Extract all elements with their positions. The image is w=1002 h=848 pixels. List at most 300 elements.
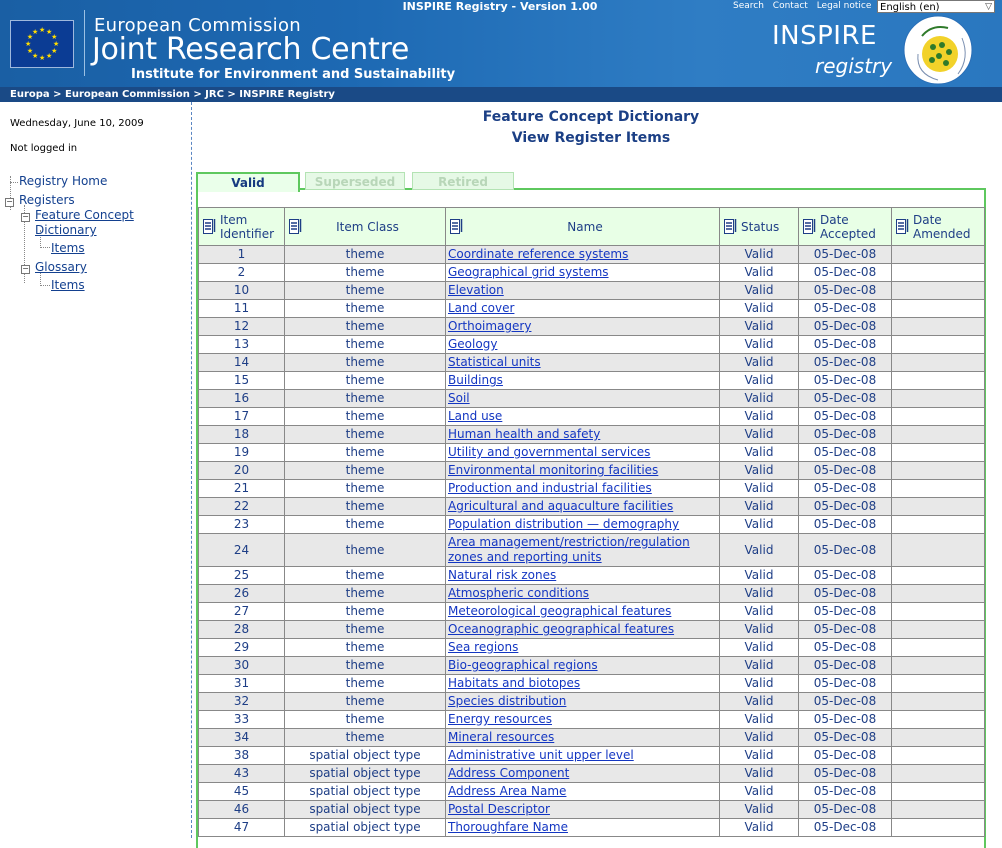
sort-icon[interactable]: [724, 218, 737, 235]
cell-item-class: theme: [285, 516, 446, 534]
column-header-label: Accepted: [820, 226, 876, 241]
table-row: [199, 480, 985, 498]
column-header-name[interactable]: [446, 208, 720, 246]
item-name-link[interactable]: Agricultural and aquaculture facilities: [448, 499, 674, 513]
cell-status: Valid: [720, 390, 799, 408]
sidebar-item-label: Glossary: [35, 260, 87, 274]
cell-name: [446, 498, 720, 516]
cell-name: [446, 639, 720, 657]
eu-star-icon: ★: [39, 26, 46, 34]
cell-item-class: spatial object type: [285, 747, 446, 765]
cell-date-accepted: 05-Dec-08: [799, 426, 892, 444]
cell-status: Valid: [720, 246, 799, 264]
table-row: [199, 585, 985, 603]
tab-superseded[interactable]: Superseded: [305, 172, 405, 190]
column-header-label: Status: [741, 219, 780, 234]
cell-name: [446, 426, 720, 444]
item-name-link[interactable]: Population distribution — demography: [448, 517, 680, 531]
cell-item-class: spatial object type: [285, 765, 446, 783]
sidebar-item-label: Registry Home: [19, 174, 108, 188]
eu-star-icon: ★: [25, 40, 32, 48]
item-name-link[interactable]: Administrative unit upper level: [448, 748, 634, 762]
dropdown-arrow-icon: ▽: [985, 2, 992, 12]
item-name-link[interactable]: Bio-geographical regions: [448, 658, 598, 672]
eu-star-icon: ★: [53, 40, 60, 48]
cell-status: Valid: [720, 693, 799, 711]
table-body: [199, 246, 985, 837]
table-row: [199, 639, 985, 657]
table-row: [199, 426, 985, 444]
eu-star-icon: ★: [51, 47, 58, 55]
cell-item-identifier: 14: [199, 354, 285, 372]
cell-name: [446, 675, 720, 693]
eu-star-icon: ★: [26, 47, 34, 55]
sidebar-item-label: Dictionary: [35, 223, 97, 237]
cell-date-accepted: 05-Dec-08: [799, 711, 892, 729]
cell-name: [446, 747, 720, 765]
item-name-link[interactable]: Meteorological geographical features: [448, 604, 672, 618]
cell-name: [446, 480, 720, 498]
tree-connector: [40, 285, 50, 286]
cell-name: [446, 621, 720, 639]
site-header: [0, 0, 1002, 87]
table-row: [199, 354, 985, 372]
sort-icon[interactable]: [203, 218, 216, 235]
top-links: [733, 1, 877, 11]
cell-date-amended: [892, 480, 985, 498]
cell-item-class: theme: [285, 372, 446, 390]
cell-item-class: theme: [285, 282, 446, 300]
sidebar-item-label: Registers: [19, 193, 75, 207]
cell-item-class: theme: [285, 603, 446, 621]
cell-date-amended: [892, 603, 985, 621]
cell-date-accepted: 05-Dec-08: [799, 462, 892, 480]
cell-date-amended: [892, 318, 985, 336]
item-name-link[interactable]: Habitats and biotopes: [448, 676, 581, 690]
cell-item-class: theme: [285, 498, 446, 516]
cell-item-class: theme: [285, 300, 446, 318]
cell-item-identifier: 22: [199, 498, 285, 516]
eu-star-icon: ★: [46, 52, 53, 61]
sort-icon[interactable]: [289, 218, 302, 235]
language-select[interactable]: [877, 0, 995, 13]
item-name-link[interactable]: Postal Descriptor: [448, 802, 550, 816]
cell-status: Valid: [720, 498, 799, 516]
cell-name: [446, 783, 720, 801]
inspire-wordmark: INSPIRE: [772, 21, 877, 51]
tree-connector: [40, 272, 41, 286]
table-row: [199, 408, 985, 426]
sidebar-item-fcd-items[interactable]: [51, 241, 85, 255]
cell-item-identifier: 38: [199, 747, 285, 765]
cell-name: [446, 819, 720, 837]
table-row: [199, 819, 985, 837]
page-title: Feature Concept Dictionary: [482, 109, 700, 125]
column-header-label: Date: [913, 212, 942, 227]
org-name-commission: European Commission: [94, 15, 301, 36]
column-header-status[interactable]: [720, 208, 799, 246]
item-name-link[interactable]: Utility and governmental services: [448, 445, 651, 459]
cell-item-class: theme: [285, 567, 446, 585]
cell-date-amended: [892, 408, 985, 426]
cell-status: Valid: [720, 480, 799, 498]
sidebar-item-glossary[interactable]: [35, 260, 87, 274]
cell-name: [446, 657, 720, 675]
cell-name: [446, 354, 720, 372]
sidebar-item-label: Items: [51, 278, 85, 292]
cell-item-class: theme: [285, 318, 446, 336]
item-name-link[interactable]: Geology: [448, 337, 498, 351]
cell-date-accepted: 05-Dec-08: [799, 246, 892, 264]
eu-star-icon: ★: [32, 52, 39, 61]
cell-item-identifier: 46: [199, 801, 285, 819]
item-name-link[interactable]: Area management/restriction/regulation zones and reporting units: [448, 535, 690, 564]
breadcrumb[interactable]: Europa > European Commission > JRC > INSPIRE Registry: [0, 87, 1002, 102]
cell-date-accepted: 05-Dec-08: [799, 264, 892, 282]
item-name-link[interactable]: Orthoimagery: [448, 319, 532, 333]
cell-name: [446, 336, 720, 354]
cell-status: Valid: [720, 711, 799, 729]
cell-item-class: theme: [285, 444, 446, 462]
column-header-date-amended[interactable]: [892, 208, 985, 246]
cell-item-class: theme: [285, 639, 446, 657]
cell-item-identifier: 24: [199, 534, 285, 567]
cell-date-accepted: 05-Dec-08: [799, 444, 892, 462]
collapse-toggle-icon[interactable]: −: [22, 264, 29, 273]
column-header-label: Date: [820, 212, 849, 227]
cell-item-identifier: 2: [199, 264, 285, 282]
cell-item-class: spatial object type: [285, 819, 446, 837]
item-name-link[interactable]: Human health and safety: [448, 427, 601, 441]
cell-name: [446, 534, 720, 567]
cell-name: [446, 282, 720, 300]
item-name-link[interactable]: Land cover: [448, 301, 515, 315]
cell-date-amended: [892, 264, 985, 282]
cell-status: Valid: [720, 765, 799, 783]
sidebar-item-glossary-items[interactable]: [51, 278, 85, 292]
sidebar-item-label: Items: [51, 241, 85, 255]
sidebar-item-feature-concept-dictionary-cont[interactable]: [35, 223, 97, 237]
table-row: [199, 801, 985, 819]
cell-status: Valid: [720, 336, 799, 354]
table-row: [199, 621, 985, 639]
cell-date-amended: [892, 819, 985, 837]
tree-connector: [10, 182, 18, 183]
cell-item-class: theme: [285, 621, 446, 639]
column-header-label: Name: [567, 219, 603, 234]
cell-item-identifier: 43: [199, 765, 285, 783]
eu-star-icon: ★: [32, 27, 39, 36]
current-date: Wednesday, June 10, 2009: [10, 118, 144, 129]
cell-name: [446, 300, 720, 318]
cell-status: Valid: [720, 300, 799, 318]
column-header-date-accepted[interactable]: [799, 208, 892, 246]
cell-date-accepted: 05-Dec-08: [799, 639, 892, 657]
cell-date-amended: [892, 336, 985, 354]
item-name-link[interactable]: Natural risk zones: [448, 568, 557, 582]
cell-date-amended: [892, 657, 985, 675]
table-row: [199, 336, 985, 354]
cell-date-accepted: 05-Dec-08: [799, 657, 892, 675]
sidebar-item-label: Feature Concept: [35, 208, 134, 222]
cell-name: [446, 516, 720, 534]
table-header-row: [199, 208, 985, 246]
cell-item-class: theme: [285, 354, 446, 372]
eu-star-icon: ★: [39, 54, 46, 62]
cell-date-accepted: 05-Dec-08: [799, 675, 892, 693]
table-row: [199, 282, 985, 300]
cell-item-identifier: 32: [199, 693, 285, 711]
app-title: INSPIRE Registry - Version 1.00: [402, 0, 598, 13]
cell-status: Valid: [720, 819, 799, 837]
cell-item-class: theme: [285, 657, 446, 675]
cell-item-class: theme: [285, 246, 446, 264]
cell-status: Valid: [720, 621, 799, 639]
cell-item-identifier: 18: [199, 426, 285, 444]
cell-item-identifier: 10: [199, 282, 285, 300]
table-row: [199, 444, 985, 462]
table-row: [199, 372, 985, 390]
cell-status: Valid: [720, 729, 799, 747]
cell-item-class: spatial object type: [285, 783, 446, 801]
item-name-link[interactable]: Mineral resources: [448, 730, 555, 744]
cell-status: Valid: [720, 567, 799, 585]
item-name-link[interactable]: Atmospheric conditions: [448, 586, 590, 600]
register-items-table: [198, 207, 985, 837]
cell-item-identifier: 16: [199, 390, 285, 408]
column-header-item-identifier[interactable]: [199, 208, 285, 246]
table-row: [199, 603, 985, 621]
cell-date-amended: [892, 747, 985, 765]
tab-valid[interactable]: Valid: [196, 172, 300, 192]
eu-star-icon: ★: [51, 33, 58, 41]
cell-name: [446, 444, 720, 462]
cell-status: Valid: [720, 747, 799, 765]
cell-status: Valid: [720, 675, 799, 693]
collapse-toggle-icon[interactable]: −: [22, 212, 29, 221]
item-name-link[interactable]: Sea regions: [448, 640, 519, 654]
item-name-link[interactable]: Thoroughfare Name: [448, 820, 568, 834]
cell-item-identifier: 25: [199, 567, 285, 585]
cell-name: [446, 462, 720, 480]
cell-date-amended: [892, 783, 985, 801]
cell-item-class: theme: [285, 390, 446, 408]
cell-date-amended: [892, 372, 985, 390]
table-row: [199, 462, 985, 480]
contact-link[interactable]: Contact: [772, 1, 808, 11]
item-name-link[interactable]: Elevation: [448, 283, 504, 297]
cell-date-amended: [892, 444, 985, 462]
column-header-label: Item: [220, 212, 248, 227]
table-row: [199, 318, 985, 336]
column-header-item-class[interactable]: [285, 208, 446, 246]
cell-item-identifier: 21: [199, 480, 285, 498]
cell-name: [446, 390, 720, 408]
cell-status: Valid: [720, 426, 799, 444]
cell-item-identifier: 26: [199, 585, 285, 603]
sort-icon[interactable]: [803, 218, 816, 235]
item-name-link[interactable]: Species distribution: [448, 694, 567, 708]
cell-item-identifier: 1: [199, 246, 285, 264]
table-row: [199, 765, 985, 783]
cell-date-accepted: 05-Dec-08: [799, 603, 892, 621]
language-select-value: English (en): [880, 2, 940, 13]
cell-status: Valid: [720, 444, 799, 462]
cell-date-amended: [892, 426, 985, 444]
cell-date-amended: [892, 354, 985, 372]
column-header-label: Amended: [913, 226, 971, 241]
cell-name: [446, 246, 720, 264]
cell-date-amended: [892, 282, 985, 300]
cell-date-accepted: 05-Dec-08: [799, 498, 892, 516]
sort-icon[interactable]: [450, 218, 463, 235]
table-row: [199, 300, 985, 318]
item-name-link[interactable]: Production and industrial facilities: [448, 481, 652, 495]
item-name-link[interactable]: Address Component: [448, 766, 570, 780]
main-content: [192, 102, 1002, 838]
cell-item-identifier: 17: [199, 408, 285, 426]
cell-date-accepted: 05-Dec-08: [799, 372, 892, 390]
cell-name: [446, 372, 720, 390]
cell-status: Valid: [720, 783, 799, 801]
tab-retired[interactable]: Retired: [412, 172, 514, 190]
cell-name: [446, 711, 720, 729]
item-name-link[interactable]: Environmental monitoring facilities: [448, 463, 659, 477]
item-name-link[interactable]: Oceanographic geographical features: [448, 622, 675, 636]
cell-name: [446, 318, 720, 336]
cell-date-accepted: 05-Dec-08: [799, 729, 892, 747]
eu-star-icon: ★: [46, 27, 53, 36]
cell-item-class: theme: [285, 729, 446, 747]
cell-date-accepted: 05-Dec-08: [799, 783, 892, 801]
cell-name: [446, 603, 720, 621]
cell-item-identifier: 45: [199, 783, 285, 801]
cell-item-class: theme: [285, 711, 446, 729]
cell-name: [446, 408, 720, 426]
sort-icon[interactable]: [896, 218, 909, 235]
cell-status: Valid: [720, 603, 799, 621]
inspire-logo-icon: [902, 14, 974, 86]
cell-item-identifier: 20: [199, 462, 285, 480]
item-name-link[interactable]: Energy resources: [448, 712, 552, 726]
cell-date-amended: [892, 300, 985, 318]
cell-status: Valid: [720, 318, 799, 336]
tree-connector: [40, 247, 50, 248]
table-row: [199, 534, 985, 567]
table-row: [199, 567, 985, 585]
cell-date-accepted: 05-Dec-08: [799, 282, 892, 300]
cell-item-identifier: 29: [199, 639, 285, 657]
cell-status: Valid: [720, 516, 799, 534]
cell-date-amended: [892, 675, 985, 693]
table-row: [199, 675, 985, 693]
item-name-link[interactable]: Address Area Name: [448, 784, 567, 798]
cell-status: Valid: [720, 801, 799, 819]
cell-date-accepted: 05-Dec-08: [799, 621, 892, 639]
cell-name: [446, 729, 720, 747]
sidebar-item-registry-home[interactable]: [19, 174, 107, 188]
item-name-link[interactable]: Land use: [448, 409, 503, 423]
cell-item-class: spatial object type: [285, 801, 446, 819]
sidebar: [0, 102, 192, 838]
cell-date-accepted: 05-Dec-08: [799, 801, 892, 819]
cell-date-amended: [892, 729, 985, 747]
item-name-link[interactable]: Coordinate reference systems: [448, 247, 629, 261]
column-header-label: Item Class: [336, 219, 399, 234]
cell-item-identifier: 11: [199, 300, 285, 318]
cell-name: [446, 585, 720, 603]
cell-date-accepted: 05-Dec-08: [799, 819, 892, 837]
cell-item-identifier: 23: [199, 516, 285, 534]
cell-status: Valid: [720, 264, 799, 282]
cell-status: Valid: [720, 462, 799, 480]
cell-date-accepted: 05-Dec-08: [799, 516, 892, 534]
registry-wordmark: registry: [815, 54, 893, 78]
cell-date-accepted: 05-Dec-08: [799, 300, 892, 318]
cell-date-accepted: 05-Dec-08: [799, 480, 892, 498]
cell-date-amended: [892, 567, 985, 585]
cell-item-class: theme: [285, 408, 446, 426]
cell-date-amended: [892, 498, 985, 516]
table-row: [199, 783, 985, 801]
cell-date-accepted: 05-Dec-08: [799, 336, 892, 354]
header-divider: [84, 10, 85, 76]
cell-item-class: theme: [285, 585, 446, 603]
cell-name: [446, 801, 720, 819]
cell-name: [446, 693, 720, 711]
sidebar-item-registers[interactable]: [19, 193, 75, 207]
cell-item-identifier: 15: [199, 372, 285, 390]
search-link[interactable]: Search: [733, 1, 764, 11]
table-row: [199, 729, 985, 747]
cell-date-accepted: 05-Dec-08: [799, 567, 892, 585]
item-name-link[interactable]: Geographical grid systems: [448, 265, 609, 279]
item-name-link[interactable]: Buildings: [448, 373, 503, 387]
cell-date-accepted: 05-Dec-08: [799, 318, 892, 336]
item-name-link[interactable]: Soil: [448, 391, 470, 405]
cell-item-identifier: 12: [199, 318, 285, 336]
cell-date-amended: [892, 693, 985, 711]
sidebar-item-feature-concept-dictionary[interactable]: [35, 208, 134, 222]
cell-status: Valid: [720, 585, 799, 603]
cell-item-identifier: 31: [199, 675, 285, 693]
cell-item-class: theme: [285, 462, 446, 480]
cell-date-amended: [892, 711, 985, 729]
cell-date-amended: [892, 639, 985, 657]
item-name-link[interactable]: Statistical units: [448, 355, 541, 369]
cell-date-amended: [892, 801, 985, 819]
cell-date-amended: [892, 516, 985, 534]
cell-status: Valid: [720, 534, 799, 567]
collapse-toggle-icon[interactable]: −: [6, 197, 13, 206]
cell-item-class: theme: [285, 336, 446, 354]
page-subtitle: View Register Items: [511, 130, 671, 146]
cell-status: Valid: [720, 372, 799, 390]
cell-item-class: theme: [285, 675, 446, 693]
cell-date-accepted: 05-Dec-08: [799, 354, 892, 372]
cell-date-amended: [892, 585, 985, 603]
cell-date-amended: [892, 621, 985, 639]
cell-item-class: theme: [285, 480, 446, 498]
eu-star-icon: ★: [26, 33, 34, 41]
cell-item-identifier: 13: [199, 336, 285, 354]
table-row: [199, 657, 985, 675]
org-name-jrc: Joint Research Centre: [92, 32, 410, 67]
cell-item-identifier: 30: [199, 657, 285, 675]
cell-status: Valid: [720, 657, 799, 675]
cell-date-accepted: 05-Dec-08: [799, 747, 892, 765]
legal-notice-link[interactable]: Legal notice: [816, 1, 872, 11]
